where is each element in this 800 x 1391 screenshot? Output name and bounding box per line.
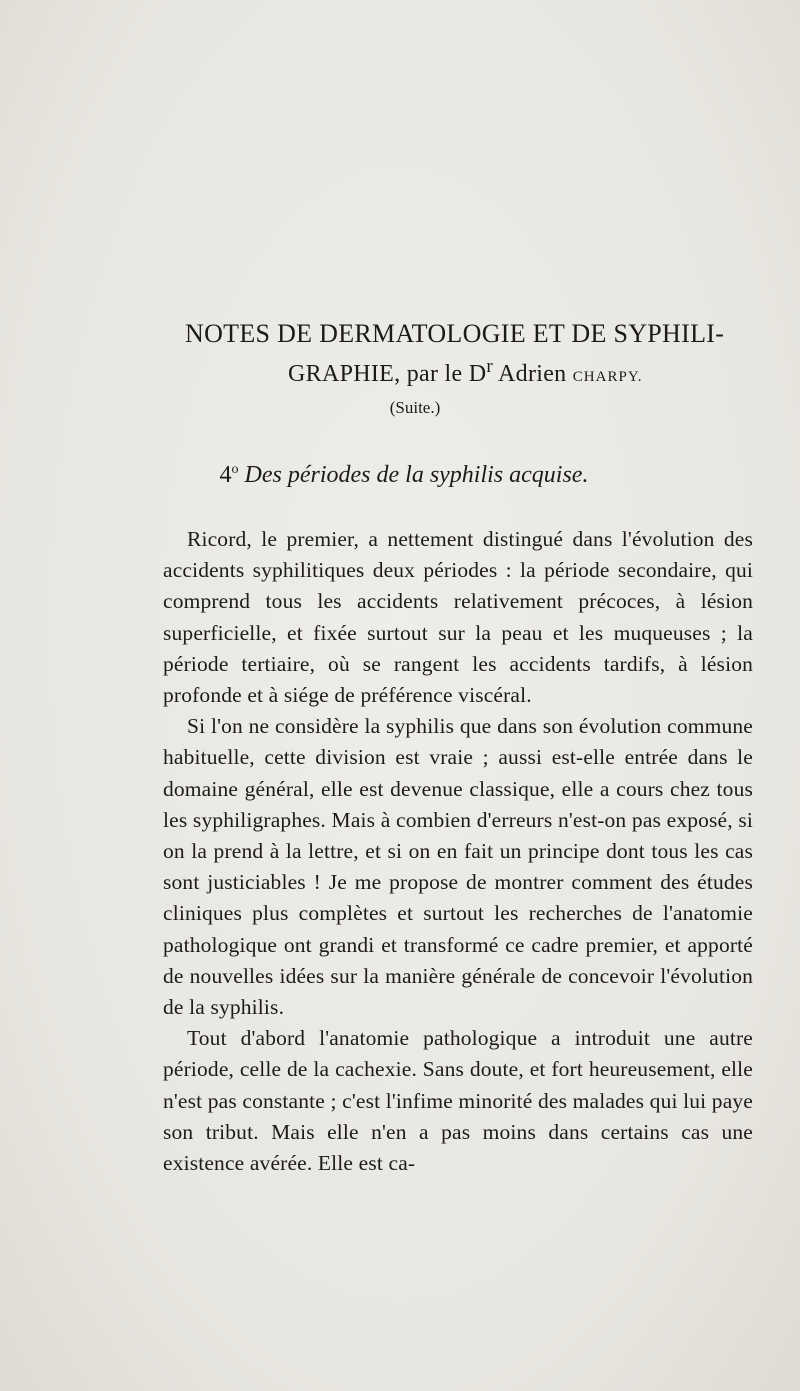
title-line-2-start: GRAPHIE, par le D (288, 361, 487, 387)
article-title (165, 317, 765, 394)
body-text (163, 524, 753, 1179)
section-heading (0, 462, 800, 489)
section-number: 4 (219, 462, 232, 488)
title-superscript: r (486, 356, 494, 377)
paragraph-2: Si l'on ne considère la syphilis que dans son évolution commune habituelle, cette division est vraie ; aussi est-elle entrée dans le domaine général, elle est devenue classique, elle a cours chez tous les syphiligraphes. Mais à combien d'erreurs n'est-on pas exposé, si on la prend à la lettre, et si on en fait un principe dont tous les cas sont justiciables ! Je me propose de montrer comment des études cliniques plus complètes et surtout les recherches de l'anatomie pathologique ont grandi et transformé ce cadre premier, et apporté de nouvelles idées sur la manière générale de concevoir l'évolution de la syphilis. (163, 714, 753, 1020)
title-line-1: NOTES DE DERMATOLOGIE ET DE SYPHILI- (185, 319, 725, 348)
paragraph-3: Tout d'abord l'anatomie pathologique a introduit une autre période, celle de la cachexie. Sans doute, et fort heureusement, elle n'est pas constante ; c'est l'infime minorité des malades qui lui paye son tribut. Mais elle n'en a pas moins dans certains cas une existence avérée. Elle est ca- (163, 1026, 753, 1176)
section-title: Des périodes de la syphilis acquise. (244, 462, 589, 488)
suite-label: (Suite.) (389, 398, 441, 417)
paragraph-1: Ricord, le premier, a nettement distingué dans l'évolution des accidents syphilitiques deux périodes : la période secondaire, qui comprend tous les accidents relativement précoces, à lésion superficielle, et fixée surtout sur la peau et les muqueuses ; la période tertiaire, où se rangent les accidents tardifs, à lésion profonde et à siége de préférence viscéral. (163, 527, 753, 708)
title-line-2 (165, 350, 765, 394)
author-last-name: CHARPY. (572, 369, 643, 385)
section-degree: o (231, 462, 239, 477)
author-first-name: Adrien (498, 361, 567, 387)
